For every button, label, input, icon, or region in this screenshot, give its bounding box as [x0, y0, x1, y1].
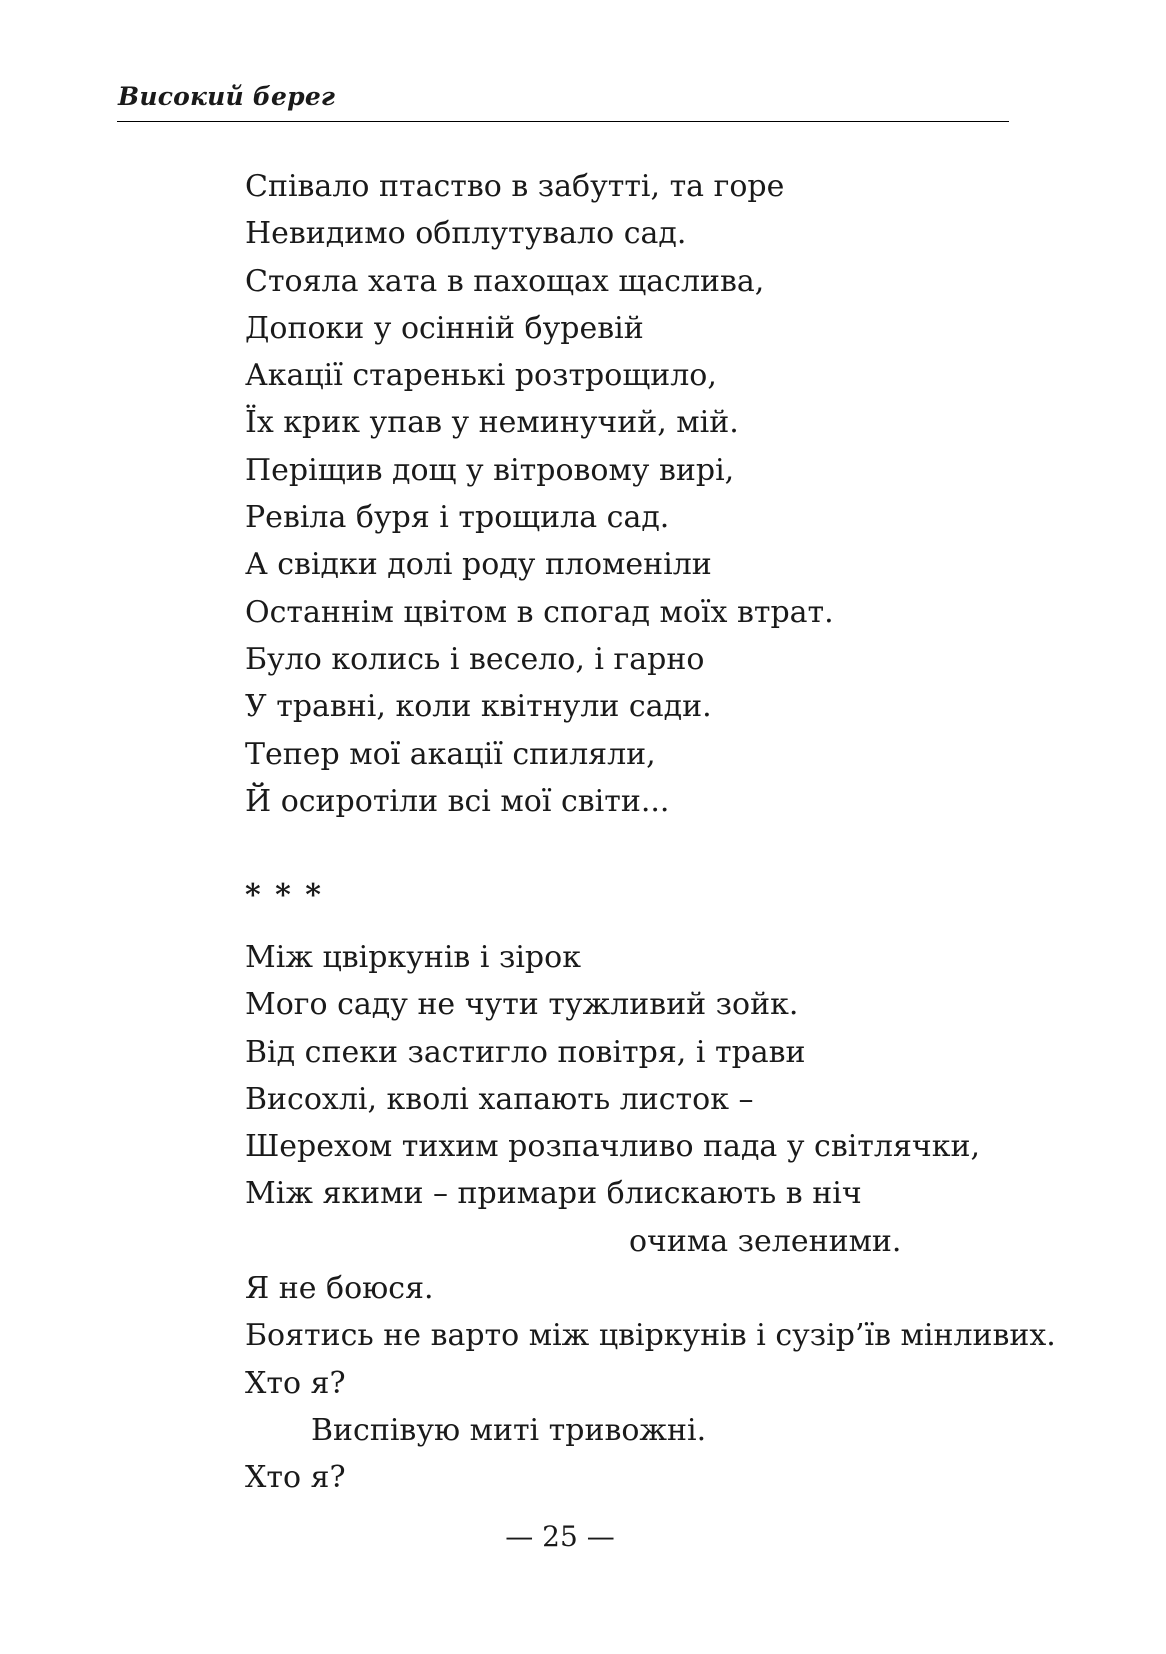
poem-line: Мого саду не чути тужливий зойк. [245, 987, 799, 1023]
poem-line: А свідки долі роду пломеніли [245, 547, 712, 583]
poem-line: Боятись не варто між цвіркунів і сузір’їв мінливих. [245, 1318, 1056, 1354]
poem-1 [245, 163, 834, 825]
poem-line-indented: очима зеленими. [629, 1223, 902, 1259]
poem-line: Періщив дощ у вітровому вирі, [245, 452, 735, 488]
poem-line: Тепер мої акації спиляли, [245, 736, 656, 772]
poem-line: Невидимо обплутувало сад. [245, 216, 687, 252]
poem-line: Й осиротіли всі мої світи... [245, 783, 670, 819]
header-rule [117, 121, 1009, 122]
poem-line: Ревіла буря і трощила сад. [245, 500, 670, 536]
poem-line: У травні, коли квітнули сади. [245, 689, 712, 725]
poem-line: Акації старенькі розтрощило, [245, 358, 717, 394]
running-head: Високий берег [118, 82, 336, 111]
section-separator: * * * [245, 878, 323, 913]
poem-line: Їх крик упав у неминучий, мій. [245, 405, 739, 441]
poem-line-indented: Виспівую миті тривожні. [311, 1412, 707, 1448]
poem-2 [245, 934, 1056, 1502]
poem-line: Я не боюся. [245, 1271, 434, 1307]
poem-line: Стояла хата в пахощах щаслива, [245, 263, 765, 299]
poem-line: Допоки у осінній буревій [245, 310, 644, 346]
poem-line: Від спеки застигло повітря, і трави [245, 1034, 806, 1070]
poem-line: Висохлі, кволі хапають листок – [245, 1081, 754, 1117]
poem-line: Хто я? [245, 1365, 346, 1401]
page-number: — 25 — [505, 1520, 615, 1553]
poem-line: Шерехом тихим розпачливо пада у світлячки, [245, 1129, 980, 1165]
poem-line: Хто я? [245, 1460, 346, 1496]
poem-line: Між якими – примари блискають в ніч [245, 1176, 862, 1212]
poem-line: Між цвіркунів і зірок [245, 940, 581, 975]
poem-line: Останнім цвітом в спогад моїх втрат. [245, 594, 834, 630]
poem-line: Було колись і весело, і гарно [245, 641, 705, 677]
poem-line: Співало птаство в забутті, та горе [245, 169, 785, 204]
